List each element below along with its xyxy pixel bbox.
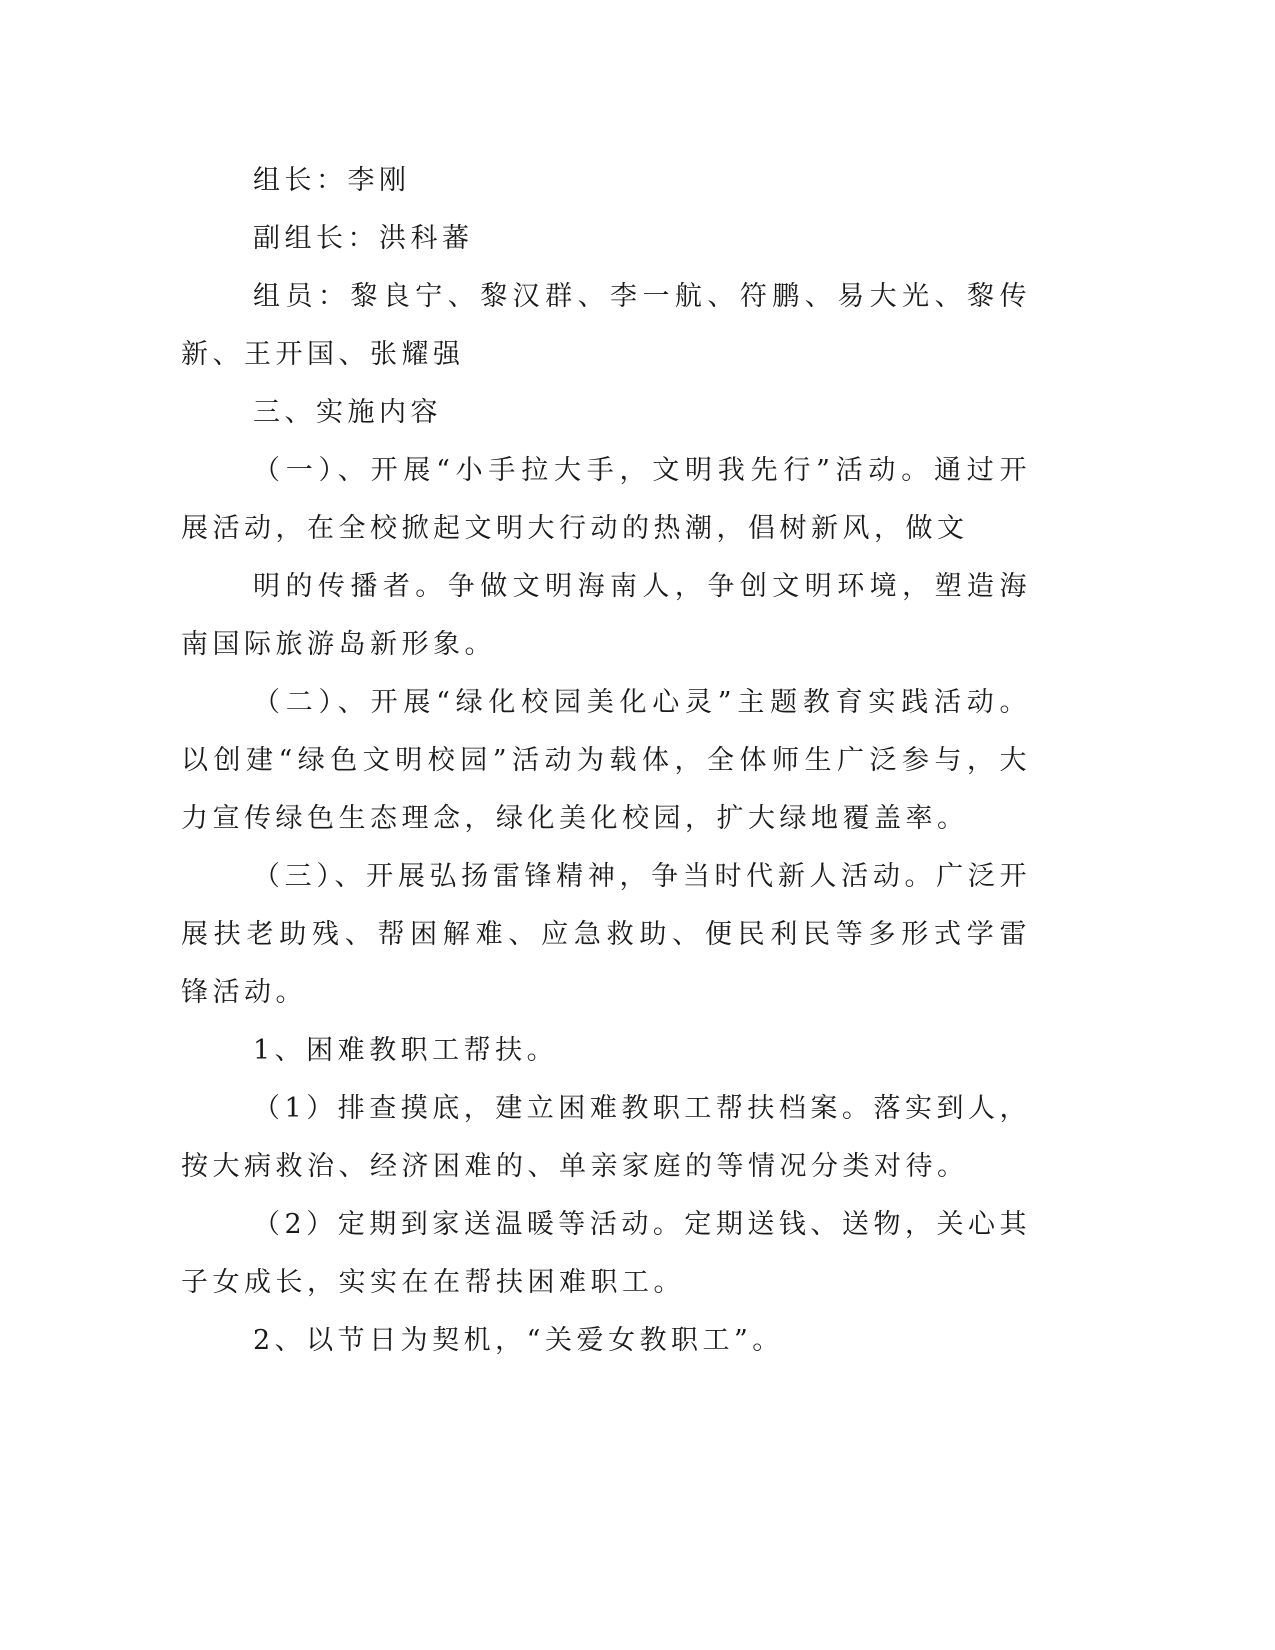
sub-item-1-paragraph: （1）排查摸底，建立困难教职工帮扶档案。落实到人，按大病救治、经济困难的、单亲家庭的等情况分类对待。	[181, 1093, 1031, 1182]
section-heading-implementation: 三、实施内容	[253, 397, 442, 428]
item-1-continued-paragraph: 明的传播者。争做文明海南人，争创文明环境，塑造海南国际旅游岛新形象。	[181, 571, 1031, 660]
item-1-paragraph: （一）、开展“小手拉大手，文明我先行”活动。通过开展活动，在全校掀起文明大行动的热潮，倡树新风，做文	[181, 455, 1031, 544]
deputy-leader-line: 副组长：洪科蕃	[253, 223, 474, 254]
item-2-paragraph: （二）、开展“绿化校园美化心灵”主题教育实践活动。以创建“绿色文明校园”活动为载体，全体师生广泛参与，大力宣传绿色生态理念，绿化美化校园，扩大绿地覆盖率。	[181, 687, 1031, 834]
item-3-paragraph: （三）、开展弘扬雷锋精神，争当时代新人活动。广泛开展扶老助残、帮困解难、应急救助、便民利民等多形式学雷锋活动。	[181, 861, 1031, 1008]
members-line: 组员：黎良宁、黎汉群、李一航、符鹏、易大光、黎传新、王开国、张耀强	[181, 281, 1031, 370]
leader-line: 组长：李刚	[253, 165, 411, 196]
sub-item-2-paragraph: （2）定期到家送温暖等活动。定期送钱、送物，关心其子女成长，实实在在帮扶困难职工。	[181, 1209, 1031, 1298]
subheading-female-staff-care: 2、以节日为契机，“关爱女教职工”。	[253, 1325, 784, 1356]
subheading-staff-assistance: 1、困难教职工帮扶。	[253, 1035, 559, 1066]
document-body	[181, 152, 1031, 1370]
